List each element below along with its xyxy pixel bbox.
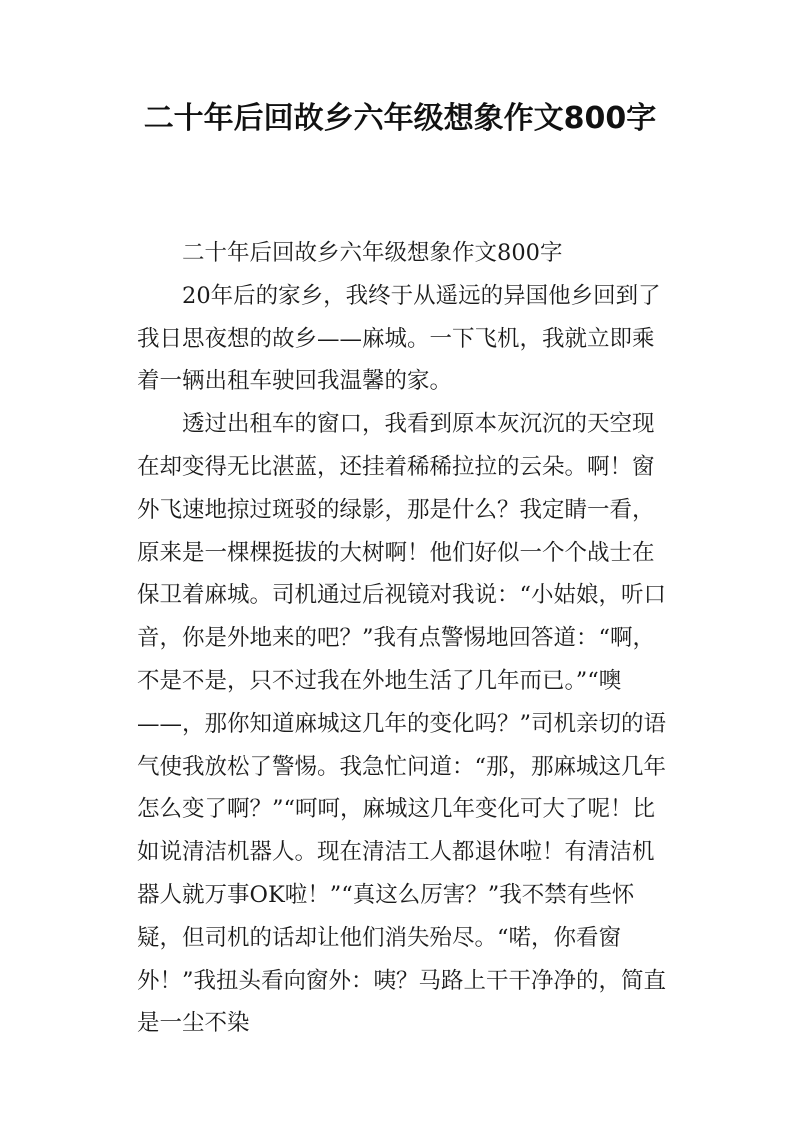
paragraph-arrival: 20年后的家乡，我终于从遥远的异国他乡回到了我日思夜想的故乡——麻城。一下飞机，我就立即乘着一辆出租车驶回我温馨的家。 <box>137 282 661 395</box>
document-body <box>137 232 669 1045</box>
document-title: 二十年后回故乡六年级想象作文800字 <box>143 101 657 136</box>
paragraph-taxi-ride: 透过出租车的窗口，我看到原本灰沉沉的天空现在却变得无比湛蓝，还挂着稀稀拉拉的云朵。啊！窗外飞速地掠过斑驳的绿影，那是什么？我定睛一看，原来是一棵棵挺拔的大树啊！他们好似一个个战士在保卫着麻城。司机通过后视镜对我说：“小姑娘，听口音，你是外地来的吧？”我有点警惕地回答道：“啊，不是不是，只不过我在外地生活了几年而已。”“噢——，那你知道麻城这几年的变化吗？”司机亲切的语气使我放松了警惕。我急忙问道：“那，那麻城这几年怎么变了啊？”“呵呵，麻城这几年变化可大了呢！比如说清洁机器人。现在清洁工人都退休啦！有清洁机器人就万事OK啦！”“真这么厉害？”我不禁有些怀疑，但司机的话却让他们消失殆尽。“喏，你看窗外！”我扭头看向窗外：咦？马路上干干净净的，简直是一尘不染 <box>137 411 667 1037</box>
paragraph-subtitle: 二十年后回故乡六年级想象作文800字 <box>182 240 563 266</box>
